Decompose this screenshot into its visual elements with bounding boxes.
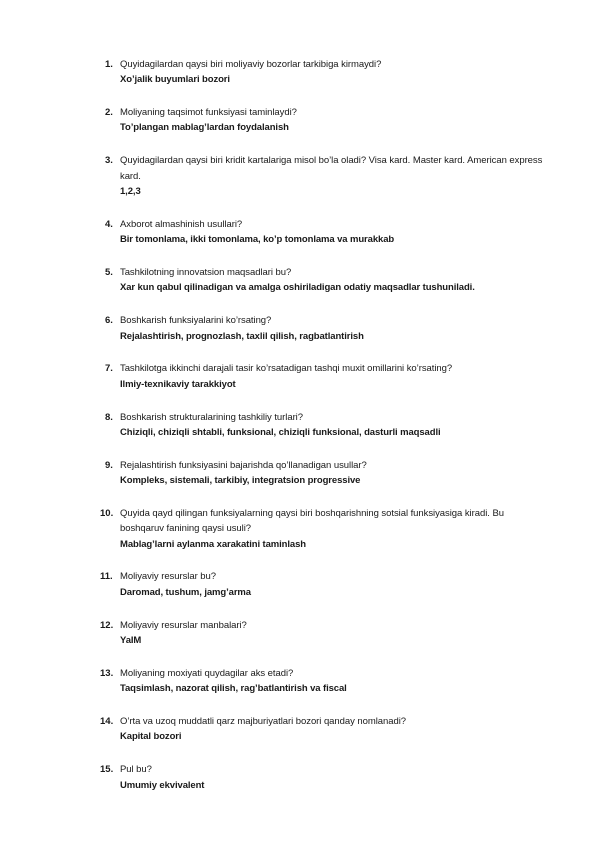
answer-text: Bir tomonlama, ikki tomonlama, ko’p tomonlama va murakkab — [120, 234, 395, 246]
answer-text: Ilmiy-texnikaviy tarakkiyot — [120, 378, 236, 390]
answer-text: YaIM — [120, 634, 142, 646]
question-text: Boshkarish strukturalarining tashkiliy turlari? — [120, 411, 303, 423]
question-number: 2. — [105, 107, 113, 119]
question-item — [98, 618, 548, 649]
question-text: O’rta va uzoq muddatli qarz majburiyatlari bozori qanday nomlanadi? — [120, 716, 407, 728]
answer-text: Daromad, tushum, jamg’arma — [120, 586, 251, 598]
answer-text: Umumiy ekvivalent — [120, 779, 205, 791]
question-text: Moliyaviy resurslar manbalari? — [120, 619, 247, 631]
question-item — [98, 666, 548, 697]
question-text: Quyidagilardan qaysi biri moliyaviy bozorlar tarkibiga kirmaydi? — [120, 59, 382, 70]
question-number: 7. — [105, 363, 113, 375]
answer-text: Xar kun qabul qilinadigan va amalga oshiriladigan odatiy maqsadlar tushuniladi. — [120, 282, 475, 294]
question-text: Moliyaning taqsimot funksiyasi taminlaydi? — [120, 107, 297, 119]
question-text: Tashkilotga ikkinchi darajali tasir ko’rsatadigan tashqi muxit omillarini ko’rsating? — [120, 363, 453, 375]
answer-text: Kompleks, sistemali, tarkibiy, integratsion progressive — [120, 475, 361, 487]
question-text: Tashkilotning innovatsion maqsadlari bu? — [120, 267, 292, 279]
question-item — [98, 265, 548, 296]
question-number: 6. — [105, 315, 113, 327]
question-number: 3. — [105, 155, 113, 167]
question-item — [98, 153, 548, 199]
answer-text: Mablag’larni aylanma xarakatini taminlash — [120, 538, 306, 550]
question-number: 11. — [100, 571, 113, 583]
question-item — [98, 410, 548, 441]
question-number: 10. — [100, 507, 114, 519]
answer-text: Xo’jalik buyumlari bozori — [120, 74, 230, 86]
question-number: 8. — [105, 411, 113, 423]
question-item — [98, 57, 548, 88]
question-text: Axborot almashinish usullari? — [120, 218, 243, 230]
question-number: 13. — [100, 667, 114, 679]
question-item — [98, 506, 548, 552]
question-item — [98, 361, 548, 392]
question-number: 14. — [100, 716, 114, 728]
answer-text: Taqsimlash, nazorat qilish, rag’batlantirish va fiscal — [120, 683, 347, 695]
question-list — [98, 57, 548, 810]
question-number: 1. — [105, 59, 113, 70]
question-number: 12. — [100, 619, 114, 631]
question-number: 15. — [100, 764, 114, 776]
question-item — [98, 458, 548, 489]
answer-text: To’plangan mablag’lardan foydalanish — [120, 122, 289, 134]
question-text: Rejalashtirish funksiyasini bajarishda qo’llanadigan usullar? — [120, 459, 367, 471]
question-text: Moliyaning moxiyati quydagilar aks etadi? — [120, 667, 294, 679]
answer-text: Rejalashtirish, prognozlash, taxlil qilish, ragbatlantirish — [120, 330, 364, 342]
question-text: Quyida qayd qilingan funksiyalarning qaysi biri boshqarishning sotsial funksiyasiga kiradi. Bu boshqaruv fanining qaysi usuli? — [120, 507, 504, 535]
question-text: Boshkarish funksiyalarini ko’rsating? — [120, 315, 272, 327]
question-item — [98, 762, 548, 793]
question-number: 9. — [105, 459, 113, 471]
answer-text: Kapital bozori — [120, 731, 182, 743]
question-number: 5. — [105, 267, 113, 279]
question-item — [98, 569, 548, 600]
question-text: Quyidagilardan qaysi biri kridit kartalariga misol bo’la oladi? Visa kard. Master kard. American express kard. — [120, 155, 543, 182]
question-item — [98, 105, 548, 136]
question-item — [98, 313, 548, 344]
question-text: Moliyaviy resurslar bu? — [120, 571, 216, 583]
answer-text: Chiziqli, chiziqli shtabli, funksional, chiziqli funksional, dasturli maqsadli — [120, 426, 441, 438]
question-number: 4. — [105, 218, 113, 230]
answer-text: 1,2,3 — [120, 185, 141, 197]
question-text: Pul bu? — [120, 764, 152, 776]
question-item — [98, 714, 548, 745]
question-item — [98, 217, 548, 248]
